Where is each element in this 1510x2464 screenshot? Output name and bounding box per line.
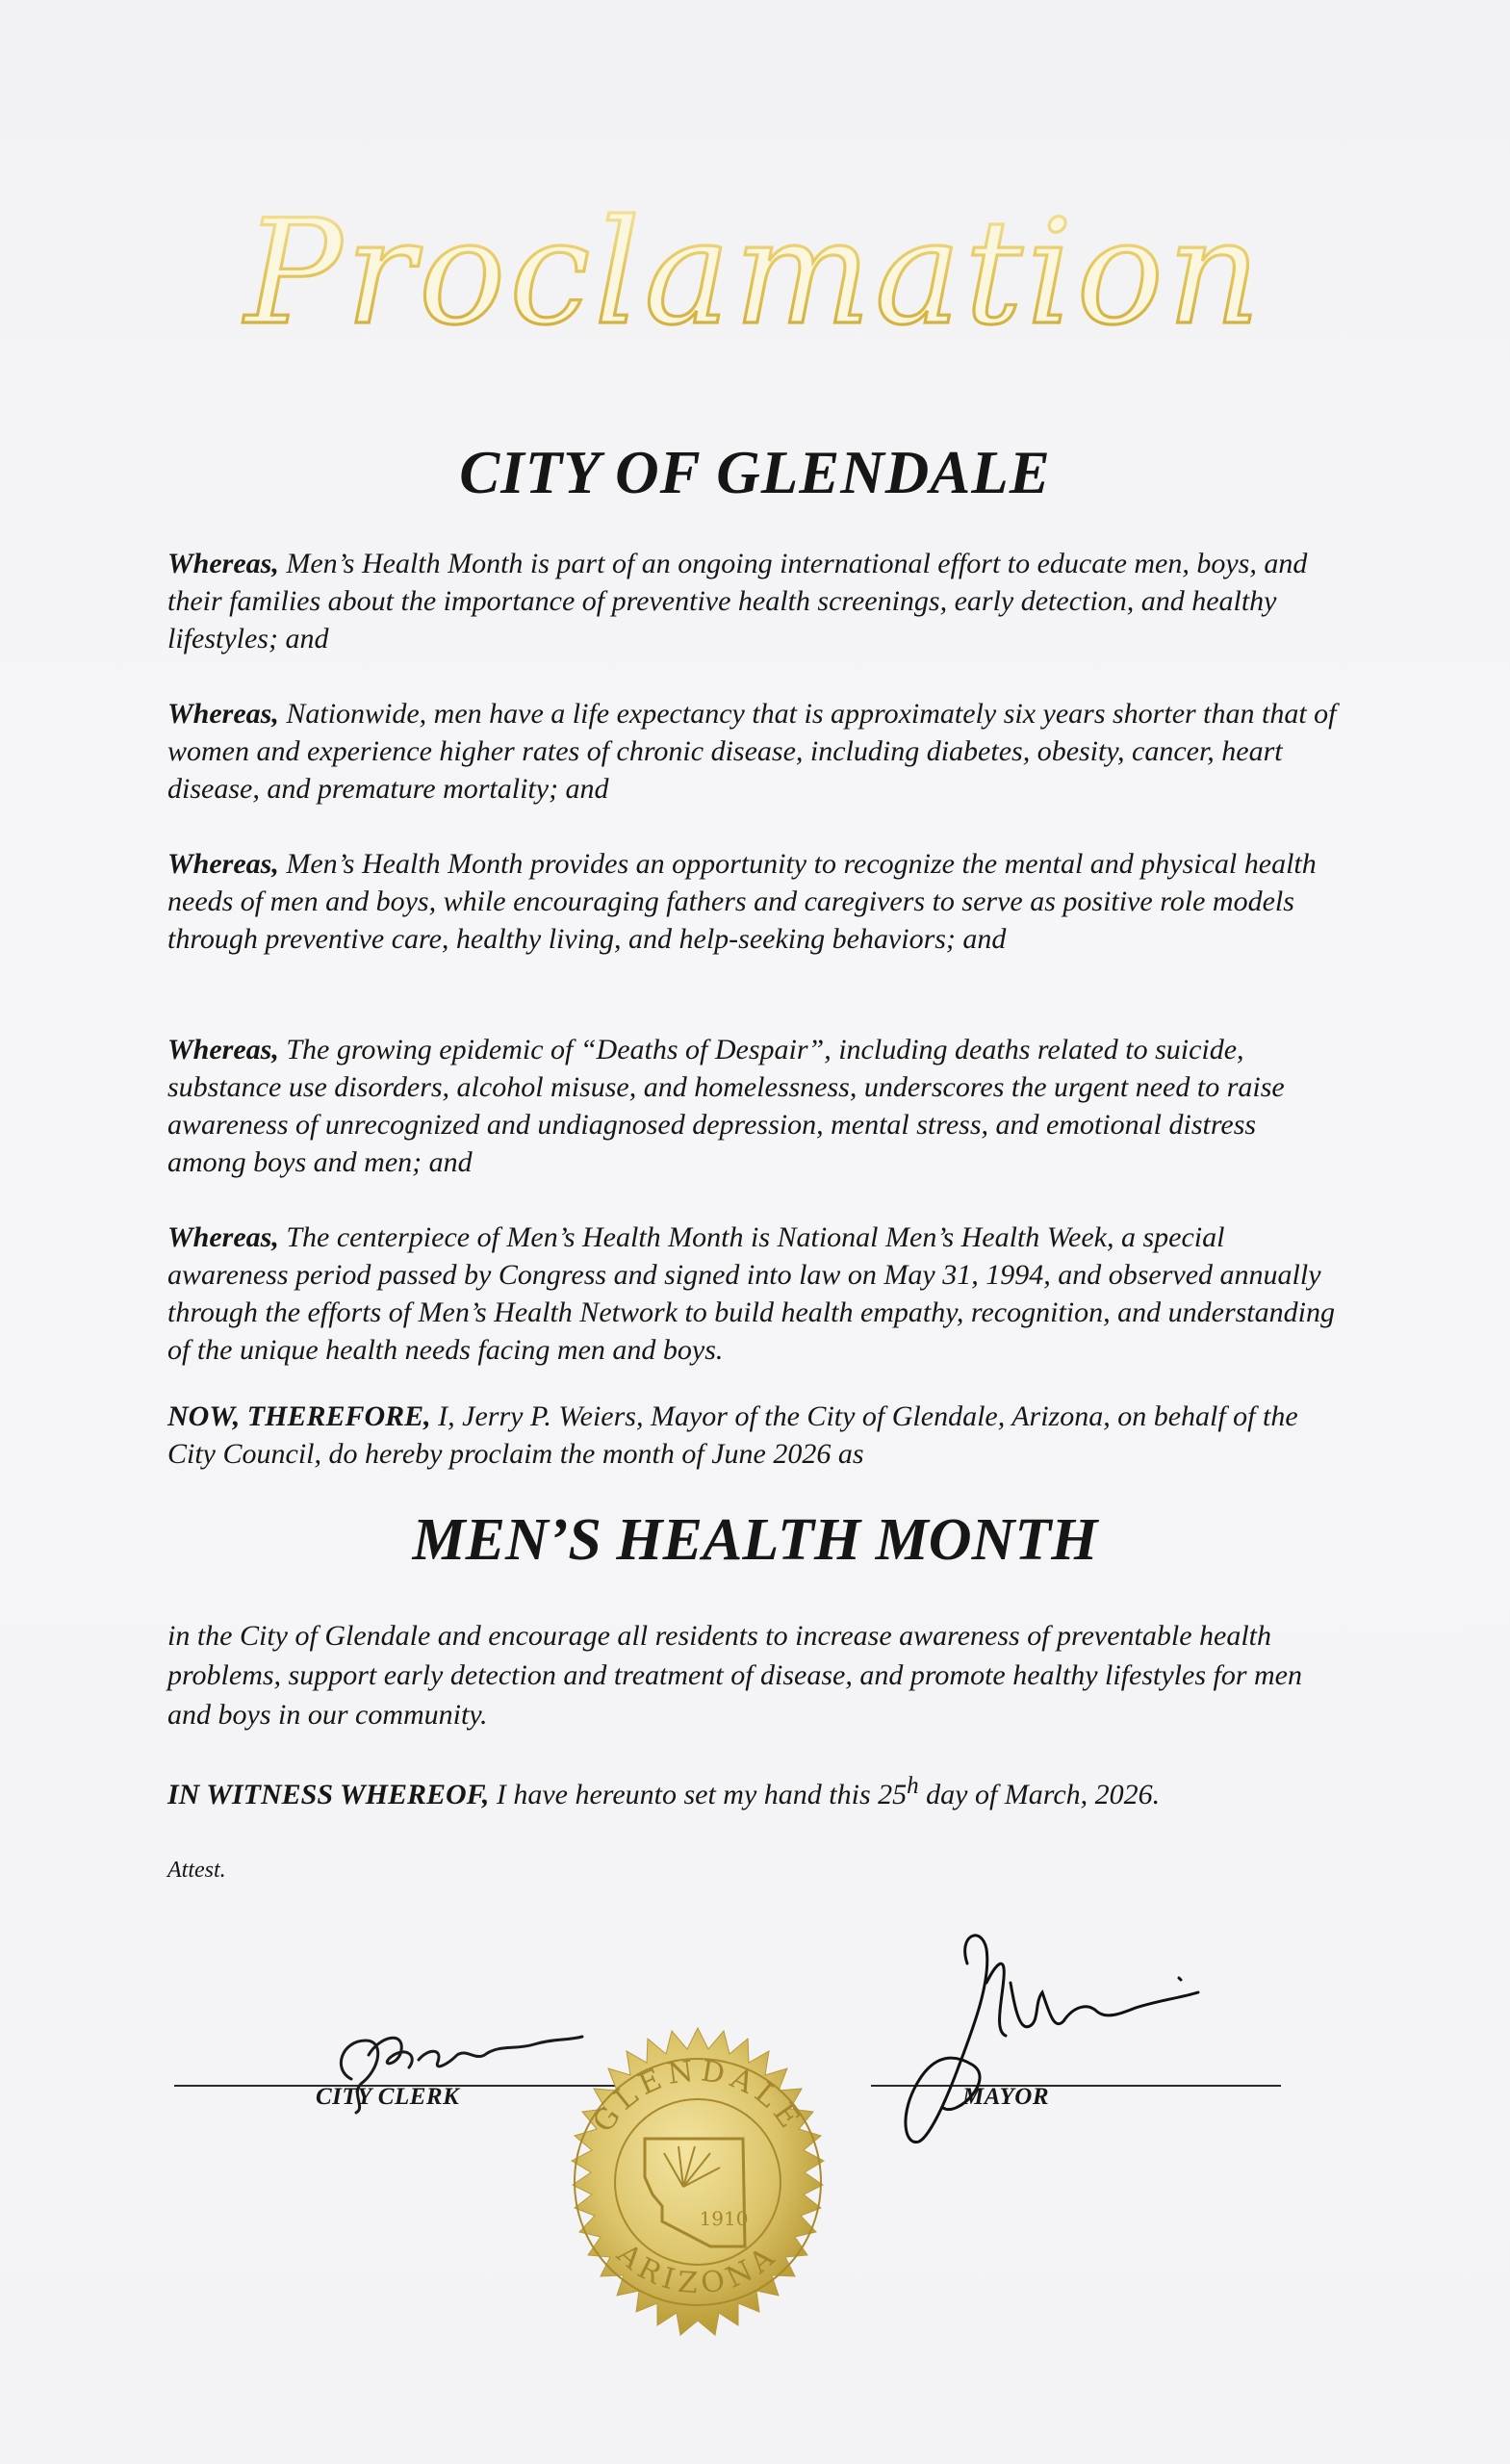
attest-label: Attest. xyxy=(167,1858,226,1883)
whereas-text-1: Men’s Health Month is part of an ongoing international effort to educate men, boys, and their families about the importance of preventive health screenings, early detection, and healthy lifestyles; and xyxy=(167,548,1308,654)
witness-text-after: day of March, 2026. xyxy=(926,1779,1161,1810)
whereas-paragraph-3 xyxy=(167,845,1342,958)
whereas-label: Whereas, xyxy=(167,1221,279,1253)
whereas-paragraph-5 xyxy=(167,1219,1342,1369)
mayor-label: MAYOR xyxy=(962,2084,1050,2110)
seal-bottom-text: ARIZONA xyxy=(610,2237,785,2301)
proclamation-heading-text: Proclamation xyxy=(244,197,1265,357)
whereas-text-4: The growing epidemic of “Deaths of Despair”, including deaths related to suicide, substance use disorders, alcohol misuse, and homelessness, underscores the urgent need to raise awareness of unrecognized and undiagnosed depression, mental stress, and emotional distress among boys and men; and xyxy=(167,1034,1285,1178)
proclaimed-title: MEN’S HEALTH MONTH xyxy=(412,1507,1098,1573)
witness-label: IN WITNESS WHEREOF, xyxy=(167,1779,490,1810)
therefore-text: I, Jerry P. Weiers, Mayor of the City of Glendale, Arizona, on behalf of the City Council, do hereby proclaim the month of June 2026 as xyxy=(167,1400,1298,1470)
whereas-label: Whereas, xyxy=(167,1034,279,1065)
city-title: CITY OF GLENDALE xyxy=(459,439,1051,506)
witness-text-before: I have hereunto set my hand this 25 xyxy=(496,1779,908,1810)
whereas-text-2: Nationwide, men have a life expectancy that is approximately six years shorter than that of women and experience higher rates of chronic disease, including diabetes, obesity, cancer, heart disease, and premature mortality; and xyxy=(167,698,1337,805)
whereas-label: Whereas, xyxy=(167,698,279,730)
therefore-label: NOW, THEREFORE, xyxy=(167,1400,431,1432)
witness-superscript: h xyxy=(907,1773,919,1799)
whereas-text-3: Men’s Health Month provides an opportunity to recognize the mental and physical health needs of men and boys, while encouraging fathers and caregivers to serve as positive role models through preventive care, healthy living, and help-seeking behaviors; and xyxy=(167,848,1317,955)
whereas-label: Whereas, xyxy=(167,848,279,880)
seal-top-text: GLENDALE xyxy=(586,2054,809,2140)
whereas-text-5: The centerpiece of Men’s Health Month is National Men’s Health Week, a special awareness period passed by Congress and signed into law on May 31, 1994, and observed annually through the efforts of Men’s Health Network to build health empathy, recognition, and understanding of the unique health needs facing men and boys. xyxy=(167,1221,1335,1366)
proclamation-script-heading xyxy=(0,197,1510,390)
city-clerk-label: CITY CLERK xyxy=(316,2084,460,2110)
whereas-paragraph-2 xyxy=(167,695,1342,808)
therefore-paragraph xyxy=(167,1398,1346,1473)
whereas-label: Whereas, xyxy=(167,548,279,579)
seal-year: 1910 xyxy=(699,2207,749,2230)
witness-paragraph xyxy=(167,1767,1342,1813)
city-seal xyxy=(539,2023,857,2341)
whereas-paragraph-1 xyxy=(167,545,1342,657)
mayor-signature xyxy=(890,1925,1217,2156)
whereas-paragraph-4 xyxy=(167,1031,1342,1181)
encourage-paragraph: in the City of Glendale and encourage all residents to increase awareness of preventable health problems, support early detection and treatment of disease, and promote healthy lifestyles for men and boys in our community. xyxy=(167,1620,1302,1731)
